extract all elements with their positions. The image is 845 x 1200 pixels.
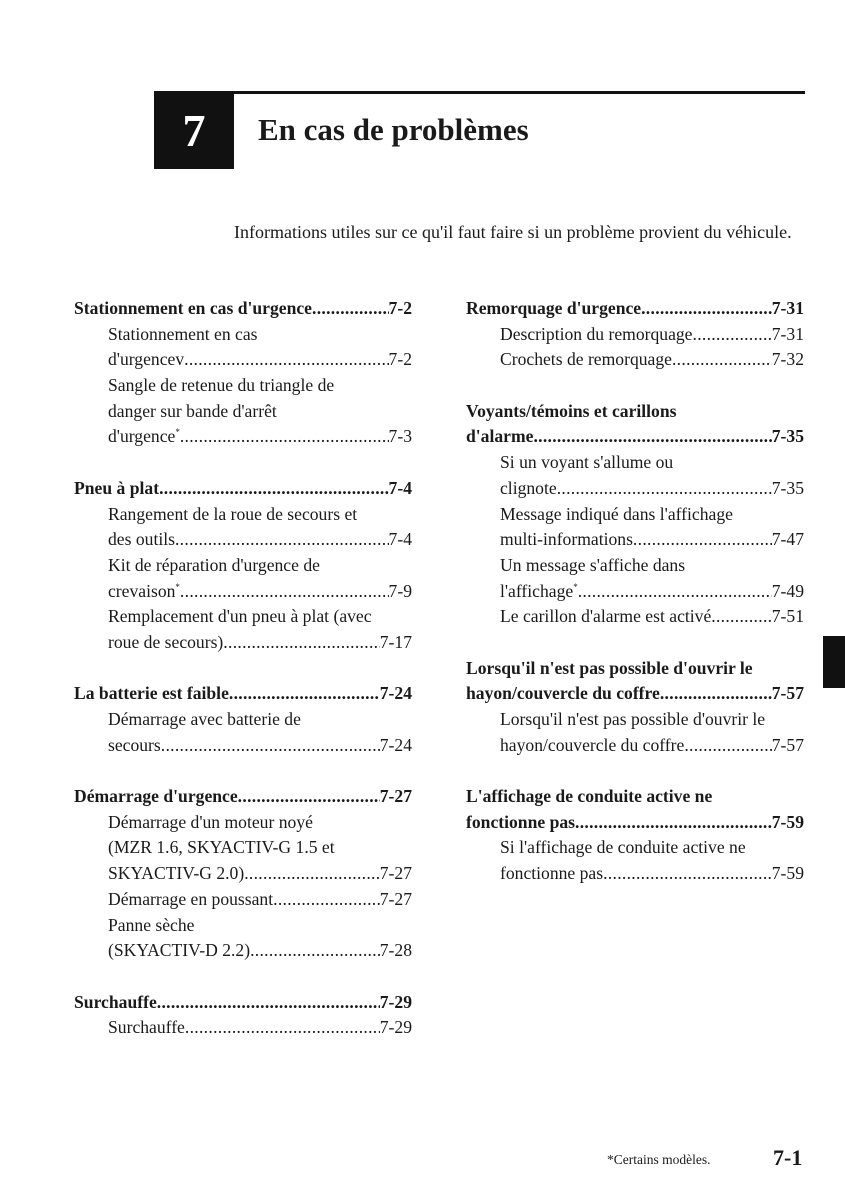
toc-page-ref[interactable]: 7-2	[388, 349, 412, 370]
toc-entry-text	[500, 733, 684, 759]
toc-page-ref[interactable]: 7-24	[379, 683, 412, 704]
toc-subentry[interactable]	[466, 347, 804, 373]
toc-entry-label: hayon/couvercle du coffre	[500, 734, 685, 755]
toc-entry-label: d'urgence	[108, 426, 176, 447]
toc-entry-text	[108, 347, 184, 373]
toc-section	[74, 681, 412, 758]
toc-subentry	[466, 707, 804, 733]
toc-entry-label: Un message s'affiche dans	[500, 554, 686, 575]
toc-entry-text	[108, 630, 223, 656]
toc-page-ref[interactable]: 7-29	[379, 991, 412, 1012]
toc-heading-entry[interactable]	[466, 296, 804, 322]
dot-leader	[603, 861, 772, 887]
dot-leader	[161, 733, 380, 759]
toc-entry-text	[108, 810, 313, 836]
toc-entry-label: d'urgencev	[108, 349, 185, 370]
toc-page-ref[interactable]: 7-32	[771, 349, 804, 370]
dot-leader	[185, 1015, 380, 1041]
toc-entry-label: Remplacement d'un pneu à plat (avec	[108, 606, 372, 627]
toc-entry-label: d'alarme	[466, 426, 534, 447]
chapter-title: En cas de problèmes	[258, 112, 529, 147]
toc-entry-label: Démarrage avec batterie de	[108, 709, 301, 729]
chapter-number-box: 7	[154, 91, 234, 169]
toc-page-ref[interactable]: 7-31	[771, 298, 804, 318]
toc-entry-text	[74, 784, 238, 810]
toc-entry-text	[108, 733, 161, 759]
dot-leader	[693, 322, 772, 348]
dot-leader	[575, 810, 772, 836]
toc-entry-text	[108, 707, 301, 733]
toc-heading-entry[interactable]	[74, 296, 412, 322]
dot-leader	[180, 579, 389, 605]
toc-entry-label: danger sur bande d'arrêt	[108, 400, 277, 421]
toc-entry-text	[500, 835, 746, 861]
toc-entry-label: Stationnement en cas d'urgence	[74, 298, 312, 318]
toc-subentry	[74, 502, 412, 528]
toc-right-column	[466, 296, 804, 913]
toc-entry-label: hayon/couvercle du coffre	[466, 683, 660, 704]
toc-section	[466, 656, 804, 759]
toc-subentry[interactable]	[466, 861, 804, 887]
toc-subentry	[74, 399, 412, 425]
toc-page-ref[interactable]: 7-4	[388, 529, 412, 550]
toc-heading-entry	[466, 399, 804, 425]
toc-page-ref[interactable]: 7-35	[771, 426, 804, 447]
toc-entry-text	[74, 681, 229, 707]
toc-section	[74, 476, 412, 656]
toc-subentry[interactable]	[466, 322, 804, 348]
toc-subentry[interactable]	[74, 347, 412, 373]
toc-entry-text	[500, 450, 673, 476]
toc-entry-label: roue de secours)	[108, 631, 224, 652]
footnote-marker: *	[175, 581, 180, 592]
toc-subentry[interactable]	[74, 938, 412, 964]
toc-subentry	[466, 553, 804, 579]
toc-page-ref[interactable]: 7-49	[771, 580, 804, 601]
toc-entry-text	[500, 604, 711, 630]
toc-entry-text	[500, 707, 765, 733]
toc-page-ref[interactable]: 7-57	[771, 683, 804, 704]
toc-entry-text	[466, 810, 575, 836]
toc-heading-entry[interactable]	[74, 681, 412, 707]
toc-entry-label: secours	[108, 734, 161, 755]
toc-section	[466, 784, 804, 887]
toc-page-ref[interactable]: 7-9	[388, 580, 412, 601]
toc-page-ref[interactable]: 7-47	[771, 529, 804, 550]
toc-heading-entry[interactable]	[74, 990, 412, 1016]
toc-heading-entry[interactable]	[74, 476, 412, 502]
toc-entry-text	[108, 835, 335, 861]
toc-entry-text	[108, 553, 320, 579]
toc-heading-entry[interactable]	[466, 810, 804, 836]
toc-entry-text	[500, 502, 733, 528]
dot-leader	[633, 527, 772, 553]
toc-subentry	[466, 450, 804, 476]
toc-subentry	[74, 322, 412, 348]
toc-entry-text	[108, 604, 372, 630]
toc-entry-label: Kit de réparation d'urgence de	[108, 554, 320, 575]
toc-entry-text	[108, 938, 250, 964]
chapter-thumb-tab	[823, 636, 845, 688]
dot-leader	[244, 861, 380, 887]
toc-section	[74, 784, 412, 964]
toc-subentry[interactable]	[74, 424, 412, 450]
toc-subentry	[74, 810, 412, 836]
toc-entry-text	[466, 681, 660, 707]
toc-entry-label: fonctionne pas	[466, 811, 575, 832]
toc-entry-label: (SKYACTIV-D 2.2)	[108, 940, 251, 961]
toc-entry-text	[108, 527, 175, 553]
toc-entry-text	[466, 424, 533, 450]
toc-subentry	[74, 373, 412, 399]
toc-page-ref[interactable]: 7-51	[771, 606, 804, 627]
dot-leader	[578, 579, 772, 605]
toc-entry-label: (MZR 1.6, SKYACTIV-G 1.5 et	[108, 837, 335, 858]
toc-entry-label: Description du remorquage	[500, 323, 693, 344]
dot-leader	[533, 424, 771, 450]
toc-subentry[interactable]	[74, 887, 412, 913]
toc-page-ref[interactable]: 7-31	[771, 323, 804, 344]
toc-page-ref[interactable]: 7-59	[771, 863, 804, 884]
toc-entry-label: l'affichage	[500, 580, 574, 601]
toc-subentry[interactable]	[466, 733, 804, 759]
toc-entry-label: Si l'affichage de conduite active ne	[500, 837, 746, 858]
dot-leader	[175, 527, 389, 553]
dot-leader	[180, 424, 389, 450]
dot-leader	[641, 296, 772, 322]
footnote-marker: *	[175, 427, 180, 438]
toc-entry-text	[108, 913, 194, 939]
dot-leader	[184, 347, 388, 373]
toc-section	[466, 399, 804, 630]
toc-entry-label: Crochets de remorquage	[500, 349, 672, 370]
toc-entry-text	[74, 296, 312, 322]
toc-page-ref[interactable]: 7-27	[379, 888, 412, 909]
chapter-intro: Informations utiles sur ce qu'il faut faire si un problème provient du véhicule.	[234, 222, 792, 242]
toc-entry-text	[500, 553, 685, 579]
toc-heading-entry	[466, 656, 804, 682]
toc-entry-label: L'affichage de conduite active ne	[466, 786, 713, 807]
dot-leader	[711, 604, 771, 630]
toc-entry-label: multi-informations	[500, 529, 633, 550]
toc-entry-text	[108, 424, 180, 450]
toc-heading-entry[interactable]	[74, 784, 412, 810]
toc-subentry	[74, 835, 412, 861]
chapter-header-rule	[154, 91, 805, 94]
toc-entry-label: clignote	[500, 477, 557, 498]
toc-subentry[interactable]	[466, 476, 804, 502]
toc-subentry	[74, 913, 412, 939]
toc-entry-text	[108, 579, 180, 605]
toc-page-ref[interactable]: 7-57	[771, 734, 804, 755]
toc-entry-label: La batterie est faible	[74, 683, 229, 704]
dot-leader	[273, 887, 380, 913]
dot-leader	[157, 990, 380, 1016]
toc-page-ref[interactable]: 7-2	[388, 298, 412, 318]
toc-page-ref[interactable]: 7-3	[388, 426, 412, 447]
toc-entry-text	[108, 861, 244, 887]
toc-entry-label: fonctionne pas	[500, 863, 604, 884]
toc-heading-entry[interactable]	[466, 424, 804, 450]
toc-subentry	[74, 707, 412, 733]
toc-entry-label: Le carillon d'alarme est activé	[500, 606, 712, 627]
toc-page-ref[interactable]: 7-35	[771, 477, 804, 498]
toc-section	[74, 990, 412, 1041]
toc-subentry[interactable]	[74, 527, 412, 553]
toc-subentry[interactable]	[74, 579, 412, 605]
toc-heading-entry[interactable]	[466, 681, 804, 707]
toc-page-ref[interactable]: 7-29	[379, 1017, 412, 1038]
toc-subentry[interactable]	[74, 630, 412, 656]
toc-page-ref[interactable]: 7-59	[771, 811, 804, 832]
toc-entry-label: des outils	[108, 529, 175, 550]
toc-subentry[interactable]	[466, 579, 804, 605]
toc-entry-label: Lorsqu'il n'est pas possible d'ouvrir le	[500, 709, 766, 729]
toc-entry-label: Pneu à plat	[74, 477, 160, 498]
toc-entry-text	[74, 476, 159, 502]
toc-entry-text	[466, 296, 641, 322]
toc-entry-text	[500, 527, 633, 553]
dot-leader	[672, 347, 772, 373]
dot-leader	[238, 784, 380, 810]
toc-page-ref[interactable]: 7-27	[379, 786, 412, 807]
toc-entry-label: Surchauffe	[74, 991, 157, 1012]
toc-page-ref[interactable]: 7-17	[379, 631, 412, 652]
dot-leader	[557, 476, 772, 502]
toc-entry-text	[466, 656, 753, 682]
toc-entry-label: Démarrage en poussant	[108, 888, 274, 909]
toc-entry-label: Message indiqué dans l'affichage	[500, 503, 733, 524]
footnote-marker: *	[573, 581, 578, 592]
toc-entry-label: Démarrage d'urgence	[74, 786, 238, 807]
toc-subentry[interactable]	[466, 604, 804, 630]
dot-leader	[223, 630, 379, 656]
toc-entry-label: Stationnement en cas	[108, 323, 258, 344]
toc-section	[466, 296, 804, 373]
toc-subentry	[74, 553, 412, 579]
toc-entry-label: Surchauffe	[108, 1017, 185, 1038]
toc-subentry	[74, 604, 412, 630]
toc-page-ref[interactable]: 7-4	[388, 477, 412, 498]
toc-entry-label: Rangement de la roue de secours et	[108, 503, 358, 524]
dot-leader	[684, 733, 771, 759]
toc-entry-text	[108, 1015, 185, 1041]
toc-page-ref[interactable]: 7-24	[379, 734, 412, 755]
toc-entry-label: SKYACTIV-G 2.0)	[108, 863, 245, 884]
toc-entry-label: crevaison	[108, 580, 176, 601]
toc-entry-text	[500, 476, 557, 502]
toc-section	[74, 296, 412, 450]
dot-leader	[312, 296, 389, 322]
toc-entry-label: Voyants/témoins et carillons	[466, 400, 677, 421]
toc-entry-text	[108, 399, 277, 425]
toc-entry-text	[74, 990, 157, 1016]
toc-subentry[interactable]	[74, 1015, 412, 1041]
dot-leader	[229, 681, 380, 707]
toc-entry-text	[500, 861, 603, 887]
toc-entry-label: Démarrage d'un moteur noyé	[108, 811, 313, 832]
toc-entry-text	[466, 399, 676, 425]
toc-entry-text	[500, 322, 693, 348]
footnote: *Certains modèles.	[607, 1152, 711, 1167]
toc-entry-text	[108, 502, 357, 528]
page-number: 7-1	[773, 1145, 803, 1170]
toc-heading-entry	[466, 784, 804, 810]
toc-entry-text	[500, 579, 578, 605]
toc-subentry[interactable]	[74, 733, 412, 759]
toc-subentry[interactable]	[466, 527, 804, 553]
toc-entry-label: Lorsqu'il n'est pas possible d'ouvrir le	[466, 657, 753, 678]
toc-entry-label: Remorquage d'urgence	[466, 298, 642, 318]
dot-leader	[660, 681, 772, 707]
toc-entry-text	[466, 784, 712, 810]
toc-left-column	[74, 296, 412, 1067]
dot-leader	[250, 938, 380, 964]
toc-entry-label: Si un voyant s'allume ou	[500, 452, 674, 473]
toc-entry-text	[108, 887, 273, 913]
toc-entry-text	[500, 347, 672, 373]
toc-entry-label: Panne sèche	[108, 914, 195, 935]
toc-subentry	[466, 502, 804, 528]
toc-entry-text	[108, 322, 258, 348]
dot-leader	[159, 476, 388, 502]
toc-page-ref[interactable]: 7-28	[379, 940, 412, 961]
toc-entry-text	[108, 373, 334, 399]
toc-entry-label: Sangle de retenue du triangle de	[108, 375, 335, 396]
toc-subentry	[466, 835, 804, 861]
toc-subentry[interactable]	[74, 861, 412, 887]
toc-page-ref[interactable]: 7-27	[379, 863, 412, 884]
